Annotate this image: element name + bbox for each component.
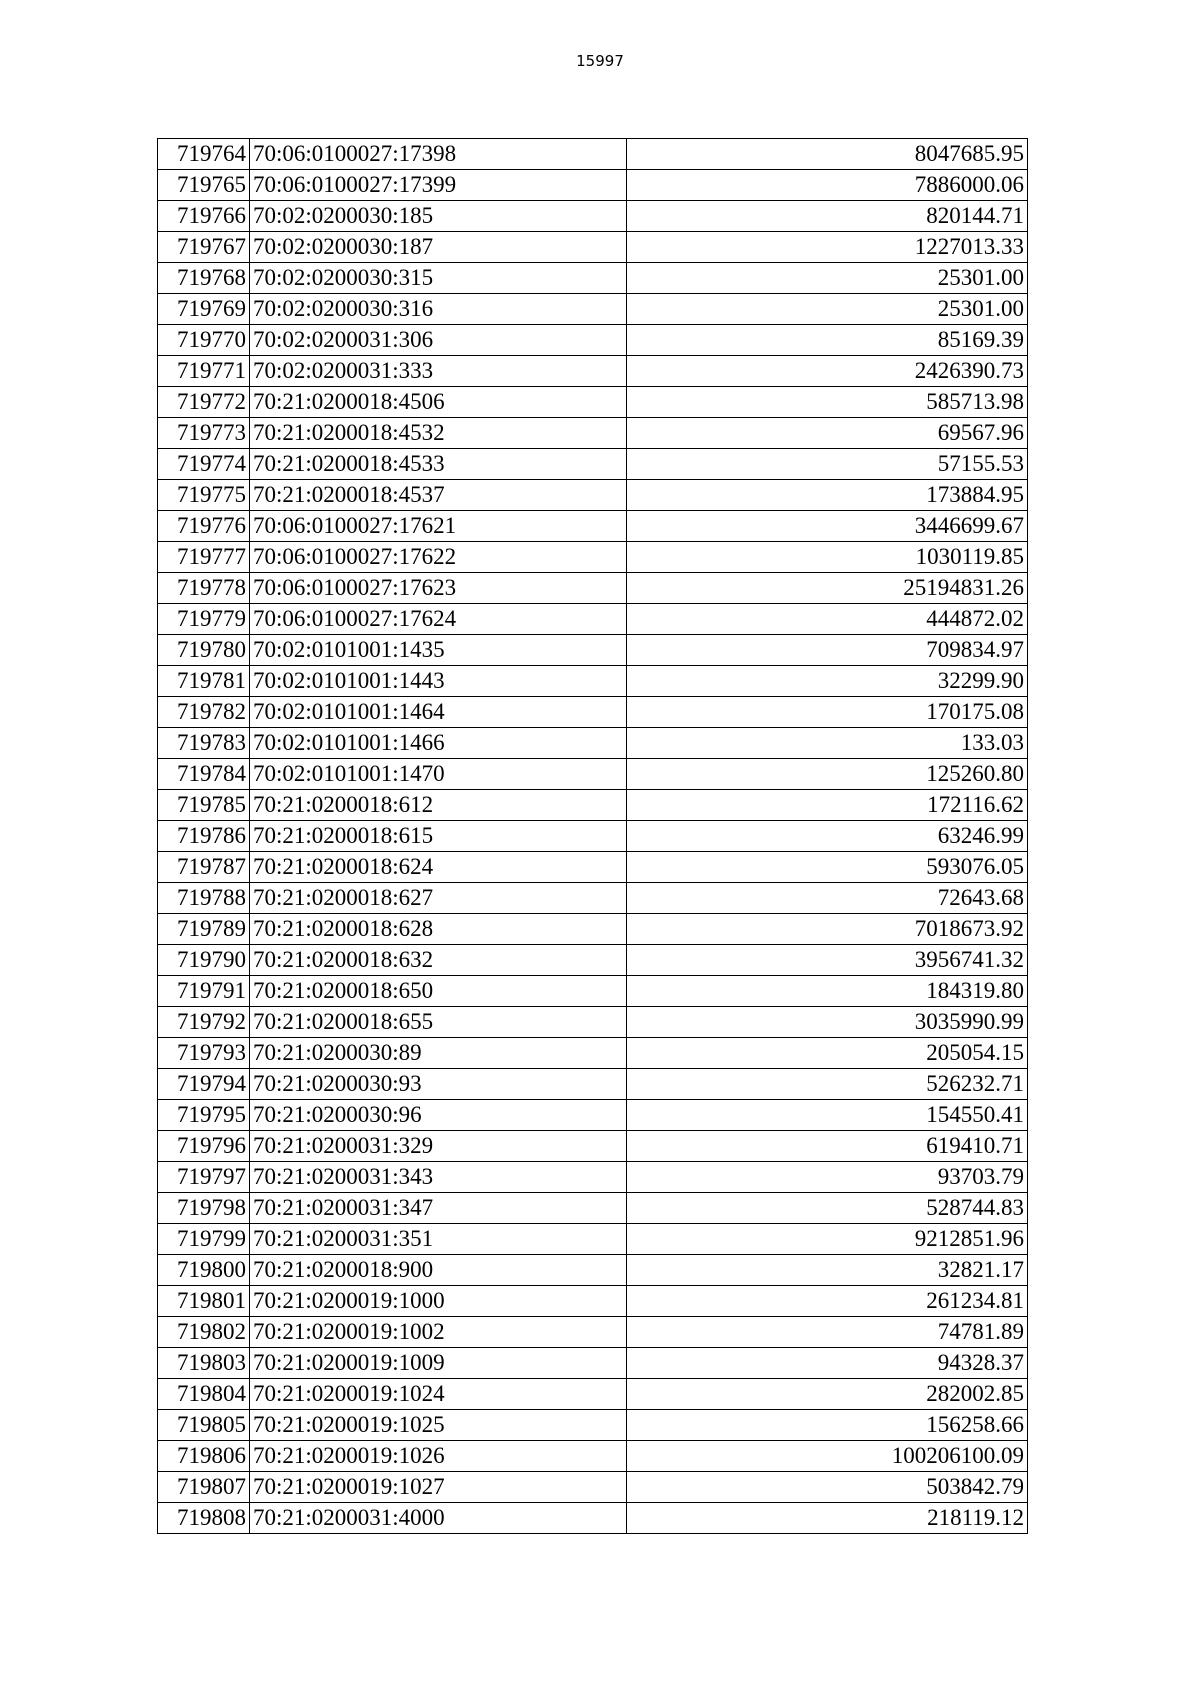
cadastral-value-cell: 7886000.06 [627,170,1028,201]
cadastral-number-cell: 70:21:0200018:900 [250,1255,627,1286]
table-row [158,883,1028,914]
row-number-cell: 719772 [158,387,250,418]
table-body [158,139,1028,1534]
table-row [158,1286,1028,1317]
cadastral-number-cell: 70:02:0200030:187 [250,232,627,263]
cadastral-number-cell: 70:21:0200018:628 [250,914,627,945]
cadastral-number-cell: 70:02:0101001:1464 [250,697,627,728]
table-row [158,1162,1028,1193]
cadastral-value-cell: 133.03 [627,728,1028,759]
cadastral-value-cell: 173884.95 [627,480,1028,511]
cadastral-value-cell: 3446699.67 [627,511,1028,542]
table-row [158,1503,1028,1534]
cadastral-number-cell: 70:21:0200031:343 [250,1162,627,1193]
row-number-cell: 719799 [158,1224,250,1255]
row-number-cell: 719793 [158,1038,250,1069]
table-row [158,1224,1028,1255]
table-row [158,1038,1028,1069]
cadastral-value-cell: 2426390.73 [627,356,1028,387]
cadastral-value-cell: 100206100.09 [627,1441,1028,1472]
table-row [158,1441,1028,1472]
row-number-cell: 719766 [158,201,250,232]
row-number-cell: 719771 [158,356,250,387]
cadastral-number-cell: 70:02:0200031:306 [250,325,627,356]
cadastral-number-cell: 70:02:0101001:1435 [250,635,627,666]
row-number-cell: 719779 [158,604,250,635]
cadastral-value-cell: 125260.80 [627,759,1028,790]
cadastral-value-cell: 282002.85 [627,1379,1028,1410]
table-row [158,697,1028,728]
table-row [158,666,1028,697]
cadastral-value-cell: 1030119.85 [627,542,1028,573]
cadastral-number-cell: 70:06:0100027:17621 [250,511,627,542]
cadastral-number-cell: 70:21:0200018:612 [250,790,627,821]
cadastral-number-cell: 70:21:0200031:4000 [250,1503,627,1534]
cadastral-number-cell: 70:21:0200031:347 [250,1193,627,1224]
row-number-cell: 719792 [158,1007,250,1038]
table-row [158,1410,1028,1441]
row-number-cell: 719796 [158,1131,250,1162]
table-row [158,449,1028,480]
page-number: 15997 [576,52,624,70]
cadastral-value-cell: 444872.02 [627,604,1028,635]
cadastral-value-cell: 8047685.95 [627,139,1028,170]
cadastral-number-cell: 70:06:0100027:17399 [250,170,627,201]
row-number-cell: 719780 [158,635,250,666]
row-number-cell: 719807 [158,1472,250,1503]
table-row [158,139,1028,170]
row-number-cell: 719797 [158,1162,250,1193]
table-row [158,790,1028,821]
cadastral-value-cell: 72643.68 [627,883,1028,914]
cadastral-value-cell: 3035990.99 [627,1007,1028,1038]
table-row [158,1379,1028,1410]
table-row [158,1255,1028,1286]
cadastral-number-cell: 70:02:0200031:333 [250,356,627,387]
cadastral-value-cell: 25194831.26 [627,573,1028,604]
row-number-cell: 719769 [158,294,250,325]
row-number-cell: 719789 [158,914,250,945]
cadastral-value-cell: 593076.05 [627,852,1028,883]
cadastral-number-cell: 70:21:0200018:4506 [250,387,627,418]
table-row [158,325,1028,356]
cadastral-value-cell: 9212851.96 [627,1224,1028,1255]
cadastral-number-cell: 70:02:0200030:185 [250,201,627,232]
row-number-cell: 719802 [158,1317,250,1348]
cadastral-value-cell: 7018673.92 [627,914,1028,945]
cadastral-number-cell: 70:21:0200030:89 [250,1038,627,1069]
row-number-cell: 719781 [158,666,250,697]
row-number-cell: 719806 [158,1441,250,1472]
cadastral-value-cell: 261234.81 [627,1286,1028,1317]
cadastral-value-cell: 170175.08 [627,697,1028,728]
table-row [158,914,1028,945]
table-row [158,263,1028,294]
table-row [158,635,1028,666]
table-row [158,1131,1028,1162]
cadastral-value-cell: 69567.96 [627,418,1028,449]
table-row [158,573,1028,604]
cadastral-number-cell: 70:21:0200018:627 [250,883,627,914]
cadastral-value-cell: 184319.80 [627,976,1028,1007]
cadastral-number-cell: 70:02:0101001:1470 [250,759,627,790]
cadastral-number-cell: 70:02:0200030:316 [250,294,627,325]
cadastral-number-cell: 70:21:0200018:4537 [250,480,627,511]
cadastral-number-cell: 70:21:0200019:1027 [250,1472,627,1503]
row-number-cell: 719791 [158,976,250,1007]
cadastral-number-cell: 70:21:0200018:615 [250,821,627,852]
table-row [158,201,1028,232]
row-number-cell: 719784 [158,759,250,790]
row-number-cell: 719770 [158,325,250,356]
table-row [158,821,1028,852]
cadastral-value-table [157,138,1028,1534]
row-number-cell: 719782 [158,697,250,728]
table-row [158,1069,1028,1100]
cadastral-number-cell: 70:21:0200031:351 [250,1224,627,1255]
row-number-cell: 719805 [158,1410,250,1441]
table-row [158,1193,1028,1224]
cadastral-value-cell: 585713.98 [627,387,1028,418]
cadastral-value-cell: 820144.71 [627,201,1028,232]
row-number-cell: 719808 [158,1503,250,1534]
cadastral-number-cell: 70:21:0200031:329 [250,1131,627,1162]
cadastral-value-cell: 528744.83 [627,1193,1028,1224]
row-number-cell: 719773 [158,418,250,449]
cadastral-number-cell: 70:21:0200018:624 [250,852,627,883]
row-number-cell: 719787 [158,852,250,883]
cadastral-number-cell: 70:21:0200018:655 [250,1007,627,1038]
cadastral-number-cell: 70:21:0200019:1000 [250,1286,627,1317]
cadastral-value-cell: 94328.37 [627,1348,1028,1379]
row-number-cell: 719804 [158,1379,250,1410]
table-row [158,1007,1028,1038]
cadastral-number-cell: 70:21:0200030:96 [250,1100,627,1131]
table-row [158,480,1028,511]
cadastral-number-cell: 70:06:0100027:17398 [250,139,627,170]
table-row [158,945,1028,976]
cadastral-number-cell: 70:02:0101001:1443 [250,666,627,697]
row-number-cell: 719803 [158,1348,250,1379]
cadastral-number-cell: 70:02:0200030:315 [250,263,627,294]
cadastral-value-cell: 74781.89 [627,1317,1028,1348]
cadastral-value-cell: 3956741.32 [627,945,1028,976]
cadastral-number-cell: 70:02:0101001:1466 [250,728,627,759]
row-number-cell: 719778 [158,573,250,604]
cadastral-value-cell: 172116.62 [627,790,1028,821]
cadastral-value-cell: 619410.71 [627,1131,1028,1162]
table-row [158,1348,1028,1379]
row-number-cell: 719774 [158,449,250,480]
table-row [158,356,1028,387]
cadastral-value-cell: 503842.79 [627,1472,1028,1503]
table-row [158,511,1028,542]
cadastral-value-cell: 57155.53 [627,449,1028,480]
row-number-cell: 719764 [158,139,250,170]
cadastral-number-cell: 70:21:0200019:1009 [250,1348,627,1379]
table-row [158,1317,1028,1348]
cadastral-value-cell: 709834.97 [627,635,1028,666]
table-row [158,1472,1028,1503]
row-number-cell: 719795 [158,1100,250,1131]
cadastral-value-cell: 63246.99 [627,821,1028,852]
table-row [158,759,1028,790]
cadastral-number-cell: 70:21:0200019:1025 [250,1410,627,1441]
cadastral-value-cell: 85169.39 [627,325,1028,356]
cadastral-value-cell: 218119.12 [627,1503,1028,1534]
row-number-cell: 719775 [158,480,250,511]
row-number-cell: 719768 [158,263,250,294]
row-number-cell: 719777 [158,542,250,573]
table-row [158,1100,1028,1131]
row-number-cell: 719786 [158,821,250,852]
row-number-cell: 719801 [158,1286,250,1317]
cadastral-number-cell: 70:21:0200018:4533 [250,449,627,480]
row-number-cell: 719785 [158,790,250,821]
cadastral-number-cell: 70:06:0100027:17622 [250,542,627,573]
row-number-cell: 719794 [158,1069,250,1100]
table-row [158,418,1028,449]
row-number-cell: 719788 [158,883,250,914]
cadastral-value-cell: 154550.41 [627,1100,1028,1131]
table-row [158,728,1028,759]
row-number-cell: 719783 [158,728,250,759]
table-row [158,852,1028,883]
cadastral-value-cell: 32821.17 [627,1255,1028,1286]
table-row [158,170,1028,201]
cadastral-value-cell: 93703.79 [627,1162,1028,1193]
cadastral-number-cell: 70:21:0200019:1002 [250,1317,627,1348]
cadastral-number-cell: 70:21:0200030:93 [250,1069,627,1100]
cadastral-value-cell: 526232.71 [627,1069,1028,1100]
cadastral-number-cell: 70:06:0100027:17624 [250,604,627,635]
cadastral-value-cell: 32299.90 [627,666,1028,697]
table-row [158,294,1028,325]
row-number-cell: 719800 [158,1255,250,1286]
row-number-cell: 719765 [158,170,250,201]
cadastral-value-cell: 205054.15 [627,1038,1028,1069]
table-row [158,542,1028,573]
cadastral-value-cell: 1227013.33 [627,232,1028,263]
row-number-cell: 719767 [158,232,250,263]
table-row [158,604,1028,635]
table-row [158,232,1028,263]
row-number-cell: 719776 [158,511,250,542]
row-number-cell: 719798 [158,1193,250,1224]
table-row [158,387,1028,418]
cadastral-number-cell: 70:21:0200018:632 [250,945,627,976]
cadastral-value-cell: 156258.66 [627,1410,1028,1441]
cadastral-number-cell: 70:21:0200019:1024 [250,1379,627,1410]
cadastral-number-cell: 70:21:0200018:650 [250,976,627,1007]
cadastral-value-cell: 25301.00 [627,294,1028,325]
cadastral-value-cell: 25301.00 [627,263,1028,294]
row-number-cell: 719790 [158,945,250,976]
cadastral-number-cell: 70:06:0100027:17623 [250,573,627,604]
cadastral-number-cell: 70:21:0200018:4532 [250,418,627,449]
cadastral-number-cell: 70:21:0200019:1026 [250,1441,627,1472]
table-row [158,976,1028,1007]
